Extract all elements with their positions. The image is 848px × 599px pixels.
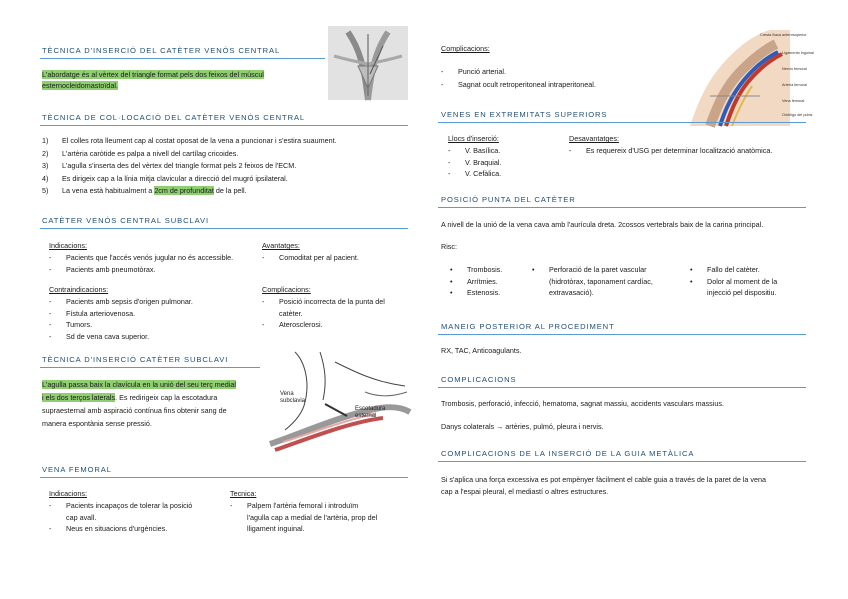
- femoral-img-label-0: Cresta ilíaca anterosuperior: [760, 33, 807, 37]
- insercio-cvc-line2: esternocleidomastoïdal.: [42, 81, 118, 90]
- femoral-indicacions-list: [49, 500, 192, 535]
- list-item: - Pacients amb sepsis d'origen pulmonar.: [49, 296, 193, 308]
- subclavi-line4: manera espontània sense pressió.: [42, 419, 152, 428]
- collocacio-steps-list: [42, 135, 337, 198]
- vena-subclavia-label-2: subclavia: [280, 398, 306, 404]
- section-divider: [438, 334, 806, 335]
- list-item: • Dolor al moment de la injecció pel dispositiu.: [690, 276, 777, 299]
- femoral-anatomy-image: [690, 26, 814, 126]
- step-item: 3) L'agulla s'inserta des del vèrtex del triangle format pels 2 feixos de l'ECM.: [42, 161, 297, 171]
- list-item: - Punció arterial.: [441, 66, 596, 79]
- desavantatges-label: Desavantatges:: [569, 134, 619, 143]
- femoral-img-label-1: Ligamento inguinal: [782, 51, 814, 55]
- risc-list-col1: [450, 264, 502, 299]
- femoral-img-label-2: Nervio femoral: [782, 67, 807, 71]
- section-divider: [438, 207, 806, 208]
- list-item: - V. Cefàlica.: [448, 168, 502, 180]
- contraindicacions-label: Contraindicacions:: [49, 285, 109, 294]
- complicacions-text-1: Trombosis, perforació, infecció, hematoma, sagnat massiu, accidents vasculars massius.: [441, 399, 724, 408]
- femoral-indicacions-label: Indicacions:: [49, 489, 87, 498]
- section-divider: [438, 461, 806, 462]
- indicacions-label: Indicacions:: [49, 241, 87, 250]
- maneig-text: RX, TAC, Anticoagulants.: [441, 346, 522, 355]
- femoral-complicacions-label: Complicacions:: [441, 44, 490, 53]
- section-divider: [438, 122, 806, 123]
- section-divider: [40, 477, 408, 478]
- list-item: - Sagnat ocult retroperitoneal intraperitoneal.: [441, 79, 596, 92]
- section-title-cvc-subclavi: CATÈTER VENÓS CENTRAL SUBCLAVI: [42, 216, 209, 225]
- contraindicacions-list: [49, 296, 193, 342]
- list-item: • Trombosis.: [450, 264, 502, 276]
- list-item: - Aterosclerosi.: [262, 319, 385, 331]
- posicio-punta-text: A nivell de la unió de la vena cava amb l'aurícula dreta. 2cossos vertebrals baix de la carina principal.: [441, 220, 764, 229]
- list-item: - Comoditat per al pacient.: [262, 252, 359, 264]
- llocs-insercio-list: [448, 145, 502, 180]
- list-item: - Pacients amb pneumotòrax.: [49, 264, 233, 276]
- guia-line1: Si s'aplica una força excessiva es pot empènyer fàcilment el cable guia a través de la paret de la vena: [441, 475, 766, 484]
- section-title-collocacio-cvc: TÈCNICA DE COL·LOCACIÓ DEL CATÈTER VENÓS CENTRAL: [42, 113, 306, 122]
- vena-subclavia-label: Vena: [280, 391, 294, 397]
- subclavi-line3: supraesternal amb aspiració contínua fins obtenir sang de: [42, 406, 227, 415]
- step-item: 5) La vena està habitualment a 2cm de profunditat de la pell.: [42, 186, 247, 196]
- list-item: • Estenosis.: [450, 287, 502, 299]
- section-divider: [40, 125, 408, 126]
- subclavian-drawing: [265, 352, 410, 452]
- section-title-guia-metalica: COMPLICACIONS DE LA INSERCIÓ DE LA GUIA METÀLICA: [441, 449, 695, 458]
- section-title-posicio-punta: POSICIÓ PUNTA DEL CATÈTER: [441, 195, 576, 204]
- risc-label: Risc:: [441, 242, 457, 251]
- list-item: - Neus en situacions d'urgències.: [49, 523, 192, 535]
- escotadura-label: Escotadura: [355, 406, 386, 412]
- list-item: - Sd de vena cava superior.: [49, 331, 193, 343]
- section-divider: [40, 228, 408, 229]
- section-title-complicacions: COMPLICACIONS: [441, 375, 517, 384]
- list-item: • Fallo del catèter.: [690, 264, 777, 276]
- step-item: 4) Es dirigeix cap a la línia mitja clavicular a direcció del mugró ipsilateral.: [42, 173, 288, 183]
- subclavi-line2: i els dos terços laterals. Es redirigeix cap la escotadura: [42, 393, 218, 402]
- risc-list-col2: [532, 264, 653, 299]
- guia-line2: cap a l'espai pleural, el mediastí o altres estructures.: [441, 487, 609, 496]
- list-item: - Pacients incapaços de tolerar la posició cap avall.: [49, 500, 192, 523]
- complicacions-label: Complicacions:: [262, 285, 311, 294]
- femoral-tecnica-label: Tecnica:: [230, 489, 257, 498]
- femoral-drawing: [690, 26, 814, 126]
- section-title-maneig: MANEIG POSTERIOR AL PROCEDIMENT: [441, 322, 615, 331]
- section-divider: [40, 367, 260, 368]
- femoral-complicacions-list: [441, 66, 596, 91]
- femoral-img-label-3: Arteria femoral: [782, 83, 807, 87]
- step-item: 2) L'artèria caròtide es palpa a nivell del cartílag cricoides.: [42, 148, 239, 158]
- list-item: - Es requereix d'USG per determinar localització anatòmica.: [569, 145, 772, 157]
- list-item: - V. Basílica.: [448, 145, 502, 157]
- desavantatges-list: [569, 145, 772, 157]
- neck-anatomy-drawing: [328, 26, 408, 100]
- complicacions-text-2: Danys colaterals → artèries, pulmó, pleura i nervis.: [441, 422, 604, 431]
- avantatges-label: Avantatges:: [262, 241, 300, 250]
- insercio-cvc-line1: L'abordatge és al vèrtex del triangle format pels dos feixos del múscul: [42, 70, 264, 79]
- complicacions-list: [262, 296, 385, 331]
- step-item: 1) El colles rota lleument cap al costat oposat de la vena a puncionar i s'estira suaument.: [42, 136, 337, 145]
- list-item: - Posició incorrecta de la punta del catèter.: [262, 296, 385, 319]
- list-item: - Pacients que l'accés venós jugular no és accessible.: [49, 252, 233, 264]
- section-title-venes-extremitats: VENES EN EXTREMITATS SUPERIORS: [441, 110, 608, 119]
- section-divider: [438, 387, 806, 388]
- avantatges-list: [262, 252, 359, 264]
- section-divider: [40, 58, 325, 59]
- escotadura-label-2: esternal: [355, 413, 377, 419]
- section-title-insercio-cvc: TÈCNICA D'INSERCIÓ DEL CATÈTER VENÓS CENTRAL: [42, 46, 281, 55]
- llocs-insercio-label: Llocs d'inserció:: [448, 134, 499, 143]
- list-item: • Perforació de la paret vascular (hidrotòrax, taponament cardíac, extravasació).: [532, 264, 653, 299]
- neck-anatomy-image: [328, 26, 408, 100]
- list-item: - Tumors.: [49, 319, 193, 331]
- section-title-insercio-subclavi: TÈCNICA D'INSERCIÓ CATÈTER SUBCLAVI: [42, 355, 229, 364]
- femoral-tecnica-list: [230, 500, 377, 535]
- section-title-vena-femoral: VENA FEMORAL: [42, 465, 112, 474]
- femoral-img-label-5: Ombligo del pubis: [782, 113, 813, 117]
- list-item: - V. Braquial.: [448, 157, 502, 169]
- femoral-img-label-4: Vena femoral: [782, 99, 805, 103]
- indicacions-list: [49, 252, 233, 275]
- subclavian-anatomy-image: [265, 352, 410, 452]
- list-item: - Palpem l'artèria femoral i introduïm l'agulla cap a medial de l'artèria, prop del lligament inguinal.: [230, 500, 377, 535]
- risc-list-col3: [690, 264, 777, 299]
- list-item: - Fístula arteriovenosa.: [49, 308, 193, 320]
- subclavi-line1: L'agulla passa baix la clavícula en la unió del seu terç medial: [42, 380, 236, 389]
- list-item: • Arrítmies.: [450, 276, 502, 288]
